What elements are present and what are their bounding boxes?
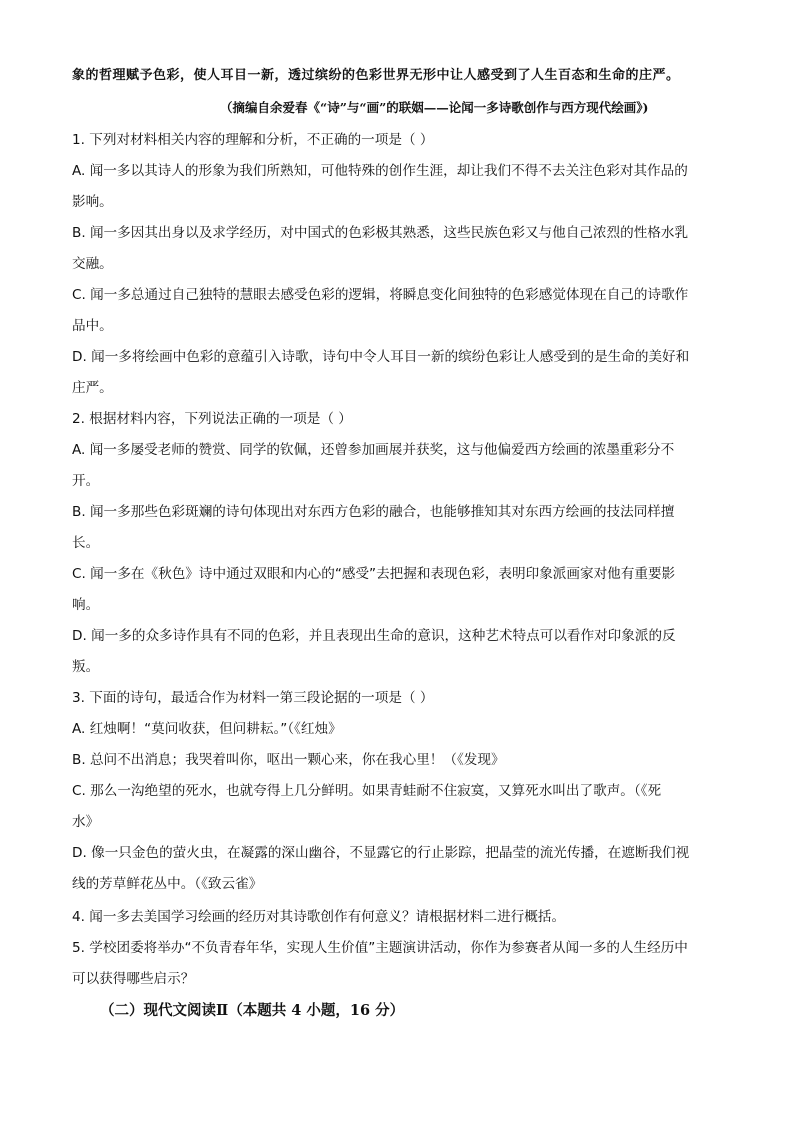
question-1-option-b-cont: 交融。	[72, 256, 113, 272]
question-1-option-d: D. 闻一多将绘画中色彩的意蕴引入诗歌，诗句中令人耳目一新的缤纷色彩让人感受到的是生命的美好和	[72, 349, 690, 365]
question-2-option-b: B. 闻一多那些色彩斑斓的诗句体现出对东西方色彩的融合，也能够推知其对东西方绘画的技法同样擅	[72, 504, 675, 520]
question-3-option-c: C. 那么一沟绝望的死水，也就夸得上几分鲜明。如果青蛙耐不住寂寞，又算死水叫出了歌声。（《死	[72, 783, 662, 799]
question-2-option-b-cont: 长。	[72, 535, 100, 551]
question-3-stem: 3. 下面的诗句，最适合作为材料一第三段论据的一项是（ ）	[72, 690, 434, 706]
question-3-option-b: B. 总问不出消息；我哭着叫你，呕出一颗心来，你在我心里！（《发现》	[72, 752, 505, 768]
question-2-stem: 2. 根据材料内容，下列说法正确的一项是（ ）	[72, 411, 352, 427]
question-2-option-c: C. 闻一多在《秋色》诗中通过双眼和内心的“感受”去把握和表现色彩，表明印象派画家对他有重要影	[72, 566, 676, 582]
question-1-option-b: B. 闻一多因其出身以及求学经历，对中国式的色彩极其熟悉，这些民族色彩又与他自己浓烈的性格水乳	[72, 225, 689, 241]
question-2-option-c-cont: 响。	[72, 597, 100, 613]
question-1-option-d-cont: 庄严。	[72, 380, 113, 396]
question-4-stem: 4. 闻一多去美国学习绘画的经历对其诗歌创作有何意义？请根据材料二进行概括。	[72, 909, 566, 925]
question-5-stem: 5. 学校团委将举办“不负青春年华，实现人生价值”主题演讲活动，你作为参赛者从闻一多的人生经历中	[72, 940, 688, 956]
question-3-option-c-cont: 水》	[72, 814, 100, 830]
question-5-stem-cont: 可以获得哪些启示？	[72, 971, 195, 987]
question-3-option-d: D. 像一只金色的萤火虫，在凝露的深山幽谷，不显露它的行止影踪，把晶莹的流光传播，在遮断我们视	[72, 845, 690, 861]
question-3-option-a: A. 红烛啊！“莫问收获，但问耕耘。”（《红烛》	[72, 721, 342, 737]
passage-closing-text: 象的哲理赋予色彩，使人耳目一新，透过缤纷的色彩世界无形中让人感受到了人生百态和生命的庄严。	[72, 68, 680, 83]
question-1-option-a: A. 闻一多以其诗人的形象为我们所熟知，可他特殊的创作生涯，却让我们不得不去关注色彩对其作品的	[72, 163, 688, 179]
question-1-option-c-cont: 品中。	[72, 318, 113, 334]
question-1-stem: 1. 下列对材料相关内容的理解和分析，不正确的一项是（ ）	[72, 132, 434, 148]
question-2-option-a: A. 闻一多屡受老师的赞赏、同学的钦佩，还曾参加画展并获奖，这与他偏爱西方绘画的浓墨重彩分不	[72, 442, 675, 458]
question-1-option-c: C. 闻一多总通过自己独特的慧眼去感受色彩的逻辑，将瞬息变化间独特的色彩感觉体现在自己的诗歌作	[72, 287, 689, 303]
question-2-option-d-cont: 叛。	[72, 659, 100, 675]
question-2-option-a-cont: 开。	[72, 473, 100, 489]
section-heading: （二）现代文阅读Ⅱ（本题共 4 小题，16 分）	[100, 1002, 405, 1019]
question-2-option-d: D. 闻一多的众多诗作具有不同的色彩，并且表现出生命的意识，这种艺术特点可以看作对印象派的反	[72, 628, 676, 644]
passage-source-note: （摘编自余爱春《“诗”与“画”的联姻——论闻一多诗歌创作与西方现代绘画》)	[220, 100, 649, 115]
question-3-option-d-cont: 线的芳草鲜花丛中。（《致云雀》	[72, 876, 263, 892]
question-1-option-a-cont: 影响。	[72, 194, 113, 210]
